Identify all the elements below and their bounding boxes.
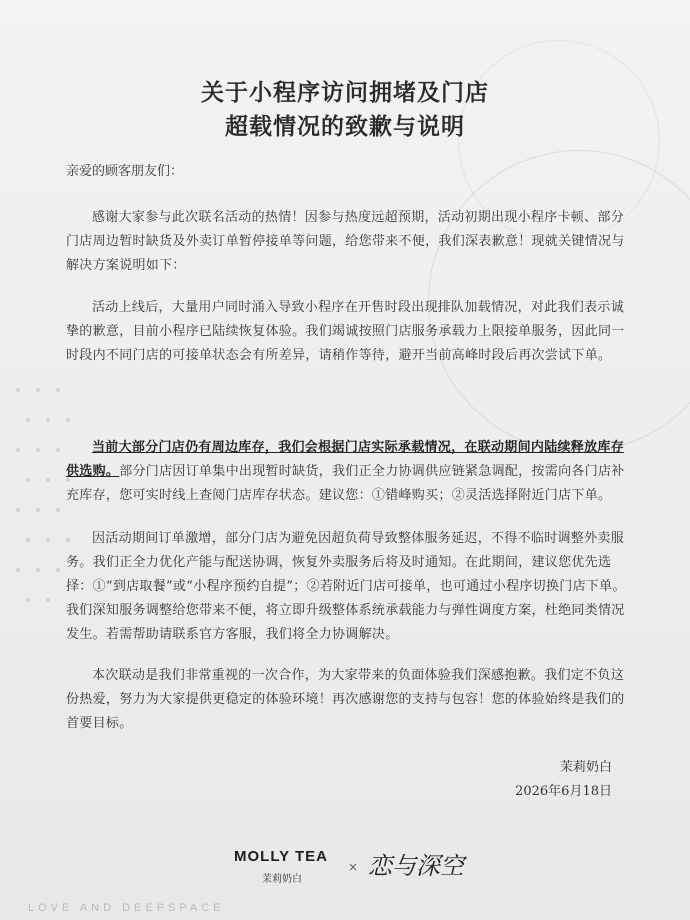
paragraph-inventory <box>66 436 636 508</box>
paragraph-mini-program: 活动上线后，大量用户同时涌入导致小程序在开售时段出现排队加载情况，对此我们表示诚挚的歉意，目前小程序已陆续恢复体验。我们竭诚按照门店服务承载力上限接单服务，因此同一时段内不同门店的可接单状态会有所差异，请稍作等待，避开当前高峰时段后再次尝试下单。 <box>66 300 625 363</box>
document-title-line-1: 关于小程序访问拥堵及门店 <box>201 79 489 106</box>
co-brand-logos <box>0 846 690 892</box>
signature-date: 2026年6月18日 <box>515 784 612 799</box>
love-and-deepspace-logo: 恋与深空 <box>368 852 464 880</box>
inventory-highlight: 当前大部分门店仍有周边库存，我们会根据门店实际承载情况，在联动期间内陆续释放库存供选购。 <box>66 440 625 479</box>
document-title-line-2: 超载情况的致歉与说明 <box>225 113 465 140</box>
footer-watermark: LOVE AND DEEPSPACE <box>28 902 225 914</box>
signature-name: 茉莉奶白 <box>559 760 612 775</box>
collab-x-icon: × <box>348 860 359 874</box>
inventory-detail: 部分门店因订单集中出现暂时缺货，我们正全力协调供应链紧急调配，按需向各门店补充库存，您可实时线上查阅门店库存状态。建议您：①错峰购买；②灵活选择附近门店下单。 <box>66 464 625 503</box>
molly-tea-logo-cn: 茉莉奶白 <box>262 874 302 885</box>
paragraph-intro: 感谢大家参与此次联名活动的热情！因参与热度远超预期，活动初期出现小程序卡顿、部分门店周边暂时缺货及外卖订单暂停接单等问题，给您带来不便，我们深表歉意！现就关键情况与解决方案说明如下： <box>66 210 625 273</box>
greeting: 亲爱的顾客朋友们： <box>66 164 184 179</box>
molly-tea-logo: MOLLY TEA <box>234 848 329 865</box>
paragraph-closing: 本次联动是我们非常重视的一次合作，为大家带来的负面体验我们深感抱歉。我们定不负这份热爱，努力为大家提供更稳定的体验环境！再次感谢您的支持与包容！您的体验始终是我们的首要目标。 <box>66 668 625 731</box>
paragraph-delivery: 因活动期间订单激增，部分门店为避免因超负荷导致整体服务延迟，不得不临时调整外卖服务。我们正全力优化产能与配送协调，恢复外卖服务后将及时通知。在此期间，建议您优先选择：①“到店取餐”或“小程序预约自提”；②若附近门店可接单，也可通过小程序切换门店下单。我们深知服务调整给您带来不便，将立即升级整体系统承载能力与弹性调度方案，杜绝同类情况发生。若需帮助请联系官方客服，我们将全力协调解决。 <box>66 531 626 642</box>
